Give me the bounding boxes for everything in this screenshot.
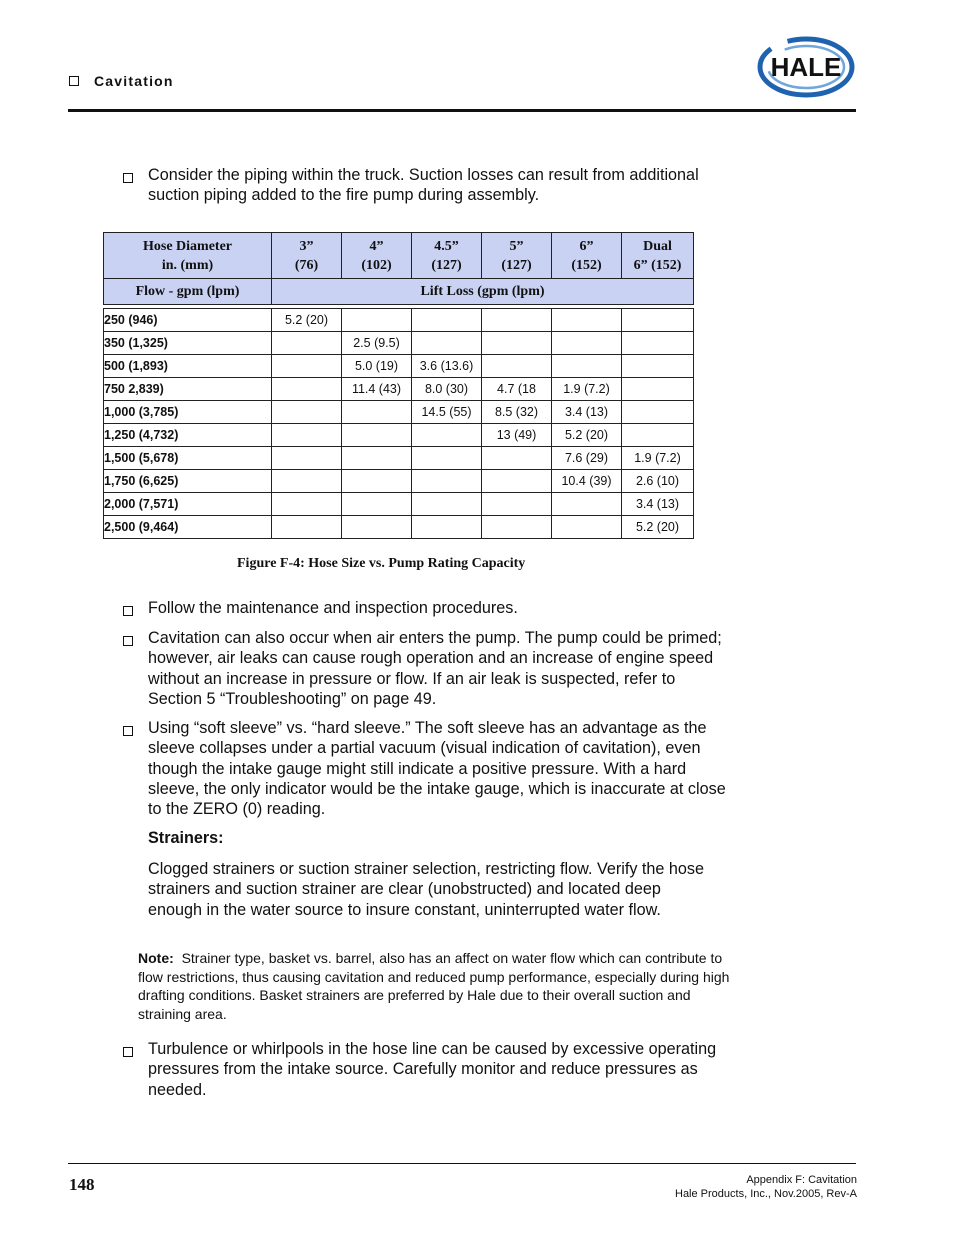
hale-logo (756, 34, 856, 100)
flow-cell: 1,250 (4,732) (104, 424, 272, 447)
flow-cell: 350 (1,325) (104, 332, 272, 355)
lift-loss-cell (622, 355, 694, 378)
figure-caption: Figure F-4: Hose Size vs. Pump Rating Capacity (237, 556, 526, 571)
bullet-icon (123, 636, 133, 646)
lift-loss-cell: 11.4 (43) (342, 378, 412, 401)
lift-loss-cell (272, 493, 342, 516)
table-header-row (104, 233, 694, 279)
lift-loss-cell (482, 470, 552, 493)
note-block (138, 949, 730, 1023)
table-row (104, 424, 694, 447)
flow-cell: 1,500 (5,678) (104, 447, 272, 470)
bullet-paragraph: Cavitation can also occur when air enters the pump. The pump could be primed; however, air leaks can cause rough operation and an increase of engine speed without an increase in pressure or flow. If an air leak is suspected, refer to Section 5 “Troubleshooting” on page 49. (148, 629, 722, 708)
lift-loss-cell: 8.5 (32) (482, 401, 552, 424)
logo-text: HALE (770, 52, 842, 82)
lift-loss-cell (412, 470, 482, 493)
flow-cell: 2,000 (7,571) (104, 493, 272, 516)
lift-loss-cell (552, 493, 622, 516)
hale-logo-icon (756, 34, 856, 100)
lift-loss-cell (342, 516, 412, 539)
table-row (104, 401, 694, 424)
lift-loss-cell (272, 516, 342, 539)
lift-loss-cell (412, 516, 482, 539)
lift-loss-cell (412, 493, 482, 516)
lift-loss-cell (272, 332, 342, 355)
lift-loss-cell: 3.4 (13) (552, 401, 622, 424)
lift-loss-cell (412, 447, 482, 470)
note-text: Strainer type, basket vs. barrel, also has an affect on water flow which can contribute to flow restrictions, thus causing cavitation and reduced pump performance, especially during high drafting conditions. Basket strainers are preferred by Hale due to their overall suction and straining area. (138, 950, 730, 1022)
strainers-paragraph: Clogged strainers or suction strainer selection, restricting flow. Verify the hose strainers and suction strainer are clear (unobstructed) and located deep enough in the water source to insure constant, uninterrupted water flow. (148, 860, 705, 919)
lift-loss-cell: 1.9 (7.2) (552, 378, 622, 401)
lift-loss-cell: 10.4 (39) (552, 470, 622, 493)
lift-loss-cell: 5.0 (19) (342, 355, 412, 378)
bullet-paragraph: Follow the maintenance and inspection procedures. (148, 599, 518, 617)
lift-loss-cell: 5.2 (20) (552, 424, 622, 447)
lift-loss-cell (482, 332, 552, 355)
flow-cell: 1,000 (3,785) (104, 401, 272, 424)
lift-loss-cell (412, 332, 482, 355)
lift-loss-header-cell: Lift Loss (gpm (lpm) (272, 279, 694, 305)
section-title: Cavitation (94, 73, 174, 89)
lift-loss-cell: 4.7 (18 (482, 378, 552, 401)
header-cell-size: 5” (127) (482, 233, 552, 279)
lift-loss-cell: 8.0 (30) (412, 378, 482, 401)
flow-cell: 2,500 (9,464) (104, 516, 272, 539)
table-row (104, 516, 694, 539)
lift-loss-cell (342, 493, 412, 516)
header-cell-size: Dual 6” (152) (622, 233, 694, 279)
table-row (104, 470, 694, 493)
lift-loss-cell (622, 332, 694, 355)
lift-loss-cell (272, 401, 342, 424)
lift-loss-cell (552, 332, 622, 355)
lift-loss-cell: 5.2 (20) (622, 516, 694, 539)
section-bullet-icon (69, 76, 79, 86)
page-number: 148 (69, 1175, 95, 1194)
lift-loss-cell (342, 470, 412, 493)
lift-loss-cell (272, 355, 342, 378)
intro-paragraph: Consider the piping within the truck. Suction losses can result from additional suction piping added to the fire pump during assembly. (148, 166, 699, 205)
lift-loss-cell (412, 309, 482, 332)
table-row (104, 309, 694, 332)
lift-loss-cell (622, 309, 694, 332)
lift-loss-cell (552, 355, 622, 378)
lift-loss-cell (482, 447, 552, 470)
flow-cell: 250 (946) (104, 309, 272, 332)
lift-loss-cell: 7.6 (29) (552, 447, 622, 470)
header-rule (68, 109, 856, 112)
lift-loss-cell (482, 516, 552, 539)
table-subheader-row (104, 279, 694, 305)
bullet-icon (123, 173, 133, 183)
lift-loss-cell (272, 378, 342, 401)
lift-loss-cell (622, 378, 694, 401)
footer-line-1: Appendix F: Cavitation (746, 1174, 857, 1186)
table-row (104, 447, 694, 470)
lift-loss-cell (342, 447, 412, 470)
table-row (104, 332, 694, 355)
lift-loss-cell: 2.5 (9.5) (342, 332, 412, 355)
lift-loss-cell (412, 424, 482, 447)
bullet-paragraph: Using “soft sleeve” vs. “hard sleeve.” The soft sleeve has an advantage as the sleeve collapses under a partial vacuum (visual indication of cavitation), even though the intake gauge might still indicate a positive pressure. With a hard sleeve, the only indicator would be the intake gauge, which is inaccurate at close to the ZERO (0) reading. (148, 719, 726, 819)
header-cell-size: 3” (76) (272, 233, 342, 279)
lift-loss-cell (342, 401, 412, 424)
bullet-icon (123, 606, 133, 616)
bullet-paragraph: Turbulence or whirlpools in the hose line can be caused by excessive operating pressures from the intake source. Carefully monitor and reduce pressures as needed. (148, 1040, 717, 1099)
table-row (104, 378, 694, 401)
lift-loss-cell: 3.6 (13.6) (412, 355, 482, 378)
lift-loss-cell (342, 309, 412, 332)
note-label: Note: (138, 950, 174, 966)
footer-info (675, 1174, 857, 1201)
lift-loss-cell (482, 355, 552, 378)
flow-header-cell: Flow - gpm (lpm) (104, 279, 272, 305)
lift-loss-cell (622, 424, 694, 447)
lift-loss-cell (272, 470, 342, 493)
lift-loss-cell: 13 (49) (482, 424, 552, 447)
bullet-icon (123, 726, 133, 736)
footer-line-2: Hale Products, Inc., Nov.2005, Rev-A (675, 1187, 857, 1200)
strainers-heading: Strainers: (148, 829, 224, 847)
lift-loss-cell (552, 309, 622, 332)
lift-loss-cell (342, 424, 412, 447)
flow-cell: 1,750 (6,625) (104, 470, 272, 493)
table-row (104, 493, 694, 516)
lift-loss-cell (482, 493, 552, 516)
header-cell-hose-diameter: Hose Diameter in. (mm) (104, 233, 272, 279)
lift-loss-cell: 1.9 (7.2) (622, 447, 694, 470)
hose-size-table (103, 232, 694, 539)
lift-loss-cell: 2.6 (10) (622, 470, 694, 493)
header-cell-size: 6” (152) (552, 233, 622, 279)
lift-loss-cell: 14.5 (55) (412, 401, 482, 424)
lift-loss-cell (272, 424, 342, 447)
flow-cell: 750 2,839) (104, 378, 272, 401)
lift-loss-cell (482, 309, 552, 332)
header-cell-size: 4.5” (127) (412, 233, 482, 279)
bullet-icon (123, 1047, 133, 1057)
lift-loss-cell: 3.4 (13) (622, 493, 694, 516)
lift-loss-cell: 5.2 (20) (272, 309, 342, 332)
lift-loss-cell (552, 516, 622, 539)
lift-loss-cell (622, 401, 694, 424)
header-cell-size: 4” (102) (342, 233, 412, 279)
lift-loss-cell (272, 447, 342, 470)
footer-rule (68, 1163, 856, 1164)
table-row (104, 355, 694, 378)
flow-cell: 500 (1,893) (104, 355, 272, 378)
